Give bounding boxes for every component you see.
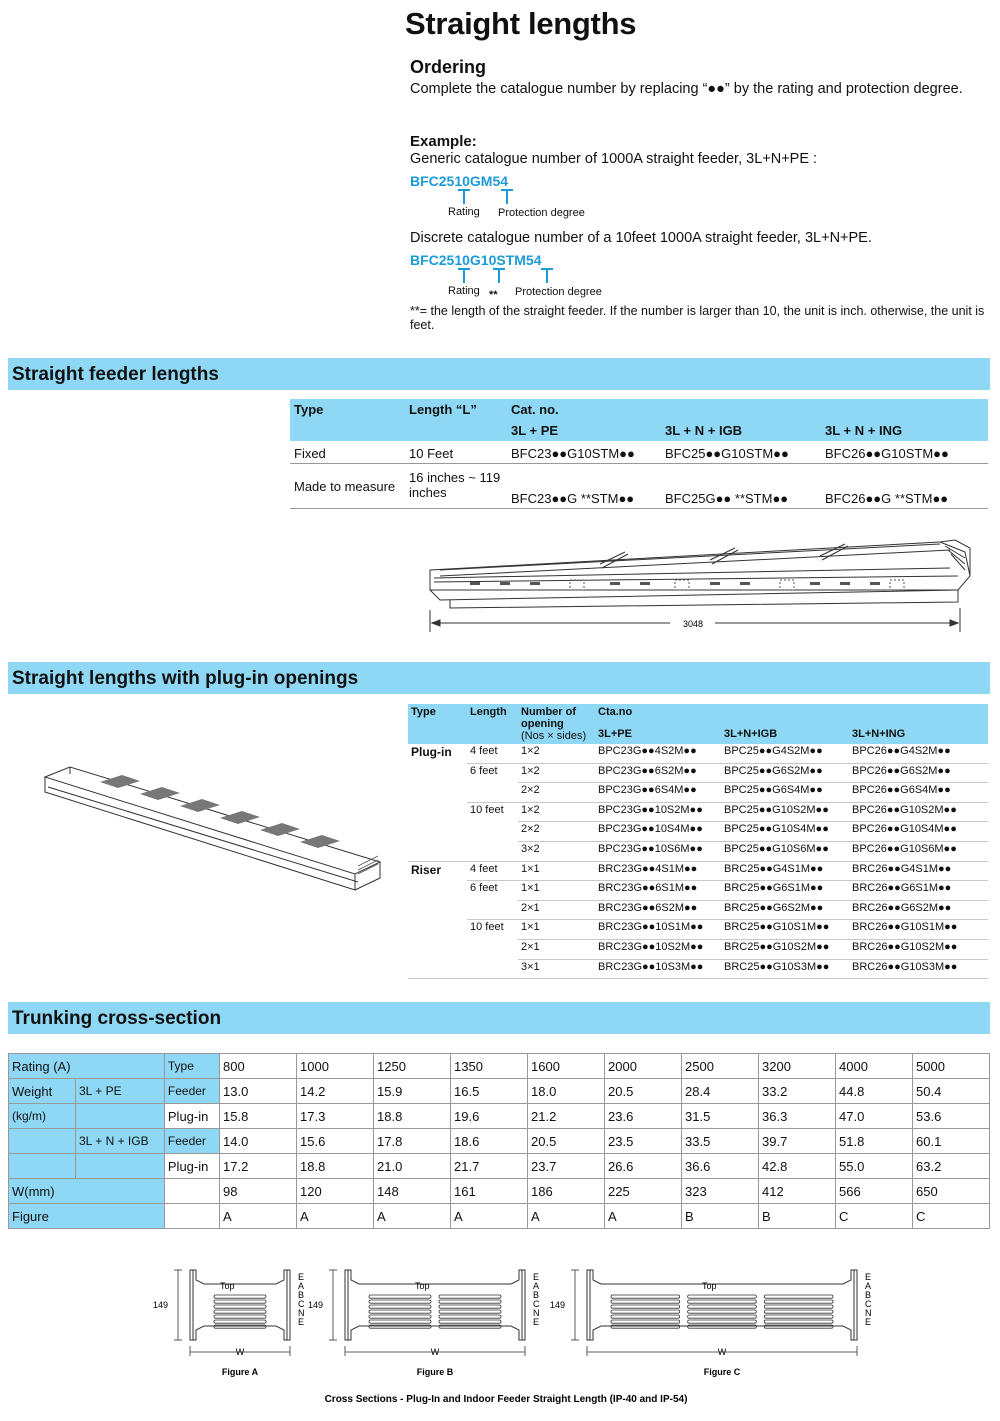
- trunk-value-cell: 17.3: [297, 1104, 374, 1129]
- trunk-value-cell: 39.7: [759, 1129, 836, 1154]
- plugin-cell-length: [467, 939, 518, 959]
- trunk-value-cell: 186: [528, 1179, 605, 1204]
- trunk-value-cell: 31.5: [682, 1104, 759, 1129]
- example2-bracket-protection-stem: [546, 268, 548, 283]
- trunk-label-cell: Plug-in: [164, 1104, 219, 1129]
- plugin-cell-c2: BPC25●●G4S2M●●: [721, 744, 849, 763]
- figure-name: Figure C: [703, 1367, 741, 1377]
- section-band-trunking: [8, 1002, 990, 1034]
- trunk-label-cell: [76, 1104, 165, 1129]
- trunking-table: [8, 1053, 990, 1229]
- trunk-value-cell: 323: [682, 1179, 759, 1204]
- plugin-cell-c1: BPC23G●●10S2M●●: [595, 802, 721, 822]
- figure-top-label: Top: [415, 1281, 430, 1291]
- trunk-value-cell: 55.0: [836, 1154, 913, 1179]
- plugin-cell-c3: BRC26●●G10S3M●●: [849, 959, 988, 979]
- example2-bracket-length-stem: [498, 268, 500, 283]
- plugin-cell-length: 4 feet: [467, 744, 518, 763]
- table-row: [408, 841, 988, 861]
- page-title: Straight lengths: [405, 6, 637, 41]
- example2-protection-label: Protection degree: [515, 286, 602, 298]
- plugin-cell-type: Riser: [411, 862, 442, 877]
- trunk-value-cell: 120: [297, 1179, 374, 1204]
- figure-side-letter: A: [298, 1281, 305, 1291]
- trunk-value-cell: 33.5: [682, 1129, 759, 1154]
- trunk-label-cell: [9, 1154, 76, 1179]
- trunk-label-cell: Type: [164, 1054, 219, 1079]
- plugin-cell-c1: BPC23G●●4S2M●●: [595, 744, 721, 763]
- trunk-value-cell: 1000: [297, 1054, 374, 1079]
- figure-width-label: W: [430, 1347, 440, 1357]
- trunk-value-cell: 47.0: [836, 1104, 913, 1129]
- feeder-cell: BFC26●●G10STM●●: [825, 446, 949, 461]
- plugin-cell-c2: BRC25●●G6S2M●●: [721, 900, 849, 920]
- example1-protection-label: Protection degree: [498, 207, 585, 219]
- trunk-label-cell: W(mm): [9, 1179, 165, 1204]
- plugin-cell-c2: BRC25●●G6S1M●●: [721, 881, 849, 901]
- feeder-cell: 16 inches ~ 119 inches: [409, 470, 501, 500]
- plugin-th-c2: 3L+N+IGB: [721, 724, 849, 744]
- trunk-value-cell: 1600: [528, 1054, 605, 1079]
- plugin-cell-c2: BRC25●●G10S1M●●: [721, 920, 849, 940]
- trunk-value-cell: 18.8: [374, 1104, 451, 1129]
- figure-side-letter: C: [865, 1299, 872, 1309]
- plugin-cell-length: 6 feet: [470, 764, 498, 777]
- trunk-label-cell: [164, 1204, 219, 1229]
- cross-section-figure-3: [550, 1270, 872, 1377]
- table-row: [9, 1129, 990, 1154]
- trunk-value-cell: 18.0: [528, 1079, 605, 1104]
- trunk-value-cell: 42.8: [759, 1154, 836, 1179]
- plugin-cell-length: [467, 959, 518, 979]
- example2-stars-label: **: [489, 289, 498, 301]
- plugin-cell-c1: BRC23G●●10S2M●●: [595, 939, 721, 959]
- table-row: [408, 920, 988, 940]
- plugin-cell-length: 10 feet: [470, 921, 504, 934]
- figure-side-letter: E: [533, 1317, 540, 1327]
- trunk-value-cell: 17.8: [374, 1129, 451, 1154]
- trunk-value-cell: 36.3: [759, 1104, 836, 1129]
- table-row: [9, 1054, 990, 1079]
- trunk-label-cell: Weight: [9, 1079, 76, 1104]
- trunk-value-cell: 2500: [682, 1054, 759, 1079]
- plugin-cell-open: 2×1: [518, 900, 595, 920]
- feeder-cell: BFC25●●G10STM●●: [665, 446, 789, 461]
- trunk-value-cell: 650: [913, 1179, 990, 1204]
- trunk-value-cell: 16.5: [451, 1079, 528, 1104]
- feeder-th-length: Length “L”: [405, 399, 507, 420]
- trunk-value-cell: 18.8: [297, 1154, 374, 1179]
- plugin-cell-open: 2×2: [518, 783, 595, 803]
- cross-section-figures: [150, 1262, 870, 1412]
- example1-code: BFC2510GM54: [410, 173, 509, 189]
- feeder-dimension: 3048: [683, 619, 704, 629]
- section-title-feeder: Straight feeder lengths: [12, 364, 219, 385]
- plugin-cell-c3: BRC26●●G6S2M●●: [849, 900, 988, 920]
- plugin-cell-open: 2×2: [518, 822, 595, 842]
- feeder-cell: Made to measure: [294, 478, 396, 494]
- figure-top-label: Top: [220, 1281, 235, 1291]
- plugin-th-c1: 3L+PE: [595, 724, 721, 744]
- section-title-trunking: Trunking cross-section: [12, 1008, 222, 1029]
- feeder-cell: 10 Feet: [409, 446, 454, 461]
- trunk-value-cell: 98: [220, 1179, 297, 1204]
- plugin-cell-c3: BRC26●●G6S1M●●: [849, 881, 988, 901]
- trunk-value-cell: 566: [836, 1179, 913, 1204]
- plugin-cell-c3: BPC26●●G10S6M●●: [849, 841, 988, 861]
- plugin-cell-c2: BPC25●●G10S4M●●: [721, 822, 849, 842]
- table-row: [408, 881, 988, 901]
- figure-top-label: Top: [702, 1281, 717, 1291]
- trunk-value-cell: A: [605, 1204, 682, 1229]
- trunk-value-cell: 23.5: [605, 1129, 682, 1154]
- plugin-cell-c1: BPC23G●●10S6M●●: [595, 841, 721, 861]
- plugin-cell-length: [467, 783, 518, 803]
- plugin-cell-c3: BPC26●●G6S4M●●: [849, 783, 988, 803]
- example1-rating-label: Rating: [448, 206, 480, 218]
- feeder-cell: BFC25G●● **STM●●: [665, 491, 789, 506]
- table-row: [408, 802, 988, 822]
- trunk-label-cell: [164, 1179, 219, 1204]
- plugin-cell-length: [467, 841, 518, 861]
- trunk-value-cell: 225: [605, 1179, 682, 1204]
- plugin-cell-type: [408, 959, 467, 979]
- plugin-cell-open: 1×1: [518, 861, 595, 881]
- figure-side-letter: B: [298, 1290, 305, 1300]
- trunk-value-cell: 51.8: [836, 1129, 913, 1154]
- cross-section-figure-1: [153, 1270, 305, 1377]
- trunk-value-cell: 161: [451, 1179, 528, 1204]
- figure-side-letter: E: [533, 1272, 540, 1282]
- figures-caption: Cross Sections - Plug-In and Indoor Feeder Straight Length (IP-40 and IP-54): [324, 1394, 688, 1405]
- trunk-value-cell: 148: [374, 1179, 451, 1204]
- plugin-cell-length: 6 feet: [470, 882, 498, 895]
- table-row: [290, 464, 988, 509]
- trunk-value-cell: 2000: [605, 1054, 682, 1079]
- figure-side-letter: B: [533, 1290, 540, 1300]
- figure-side-letter: A: [865, 1281, 872, 1291]
- trunk-value-cell: 20.5: [605, 1079, 682, 1104]
- trunk-value-cell: 1250: [374, 1054, 451, 1079]
- plugin-th-opening-label: Number of opening: [521, 706, 576, 730]
- trunk-value-cell: 20.5: [528, 1129, 605, 1154]
- trunk-value-cell: 53.6: [913, 1104, 990, 1129]
- table-row: [408, 900, 988, 920]
- table-row: [9, 1079, 990, 1104]
- plugin-th-type: Type: [408, 704, 467, 744]
- plugin-th-length: Length: [467, 704, 518, 744]
- table-row: [408, 959, 988, 979]
- trunk-value-cell: 60.1: [913, 1129, 990, 1154]
- trunk-value-cell: 1350: [451, 1054, 528, 1079]
- plugin-cell-c3: BRC26●●G10S2M●●: [849, 939, 988, 959]
- figure-height-label: 149: [153, 1300, 169, 1310]
- plugin-cell-type: [408, 920, 467, 940]
- plugin-cell-open: 2×1: [518, 939, 595, 959]
- table-row: [9, 1154, 990, 1179]
- plugin-cell-c2: BRC25●●G10S2M●●: [721, 939, 849, 959]
- section-title-plugin: Straight lengths with plug-in openings: [12, 668, 359, 689]
- trunk-value-cell: 14.2: [297, 1079, 374, 1104]
- plugin-cell-open: 1×2: [518, 763, 595, 783]
- trunk-value-cell: 21.0: [374, 1154, 451, 1179]
- figure-height-label: 149: [550, 1300, 566, 1310]
- table-row: [408, 939, 988, 959]
- table-row: [408, 763, 988, 783]
- plugin-cell-type: [408, 783, 467, 803]
- trunk-value-cell: 412: [759, 1179, 836, 1204]
- trunk-value-cell: 15.6: [297, 1129, 374, 1154]
- trunk-value-cell: 21.2: [528, 1104, 605, 1129]
- trunk-label-cell: [76, 1154, 165, 1179]
- plugin-cell-type: [408, 939, 467, 959]
- trunk-label-cell: Plug-in: [164, 1154, 219, 1179]
- trunk-value-cell: 23.7: [528, 1154, 605, 1179]
- trunk-value-cell: 50.4: [913, 1079, 990, 1104]
- feeder-th-c3: 3L + N + ING: [821, 420, 988, 441]
- example-heading: Example:: [410, 133, 477, 150]
- plugin-cell-type: [408, 881, 467, 901]
- plugin-cell-open: 1×2: [518, 802, 595, 822]
- trunk-label-cell: Feeder: [164, 1129, 219, 1154]
- plugin-cell-length: [467, 822, 518, 842]
- trunk-value-cell: 21.7: [451, 1154, 528, 1179]
- section-band-plugin: [8, 662, 990, 694]
- feeder-cell: BFC23●●G **STM●●: [511, 491, 635, 506]
- figure-width-label: W: [717, 1347, 727, 1357]
- plugin-cell-c2: BRC25●●G10S3M●●: [721, 959, 849, 979]
- figure-side-letter: B: [865, 1290, 872, 1300]
- plugin-cell-c2: BPC25●●G6S4M●●: [721, 783, 849, 803]
- ordering-heading: Ordering: [410, 57, 487, 77]
- figure-side-letter: E: [298, 1317, 305, 1327]
- table-row: [408, 783, 988, 803]
- plugin-cell-c2: BPC25●●G10S6M●●: [721, 841, 849, 861]
- plugin-cell-type: [408, 841, 467, 861]
- example2-rating-label: Rating: [448, 285, 480, 297]
- plugin-th-opening-sub: (Nos × sides): [521, 730, 587, 742]
- plugin-th-opening: [518, 704, 595, 744]
- trunk-value-cell: 3200: [759, 1054, 836, 1079]
- plugin-cell-open: 3×2: [518, 841, 595, 861]
- feeder-th-catno: Cat. no.: [507, 399, 988, 420]
- plugin-cell-type: [408, 763, 467, 783]
- example2-code: BFC2510G10STM54: [410, 252, 542, 268]
- trunk-label-cell: Feeder: [164, 1079, 219, 1104]
- trunk-value-cell: B: [682, 1204, 759, 1229]
- plugin-cell-c1: BPC23G●●10S4M●●: [595, 822, 721, 842]
- plugin-cell-c1: BPC23G●●6S2M●●: [595, 763, 721, 783]
- table-row: [9, 1179, 990, 1204]
- trunk-value-cell: 28.4: [682, 1079, 759, 1104]
- table-row: [408, 744, 988, 763]
- figure-name: Figure A: [221, 1367, 259, 1377]
- plugin-cell-c2: BPC25●●G6S2M●●: [721, 763, 849, 783]
- plugin-cell-c3: BRC26●●G4S1M●●: [849, 861, 988, 881]
- trunk-value-cell: 17.2: [220, 1154, 297, 1179]
- feeder-th-type: Type: [290, 399, 405, 420]
- trunk-value-cell: 800: [220, 1054, 297, 1079]
- trunk-value-cell: A: [374, 1204, 451, 1229]
- trunk-value-cell: 14.0: [220, 1129, 297, 1154]
- trunk-value-cell: 18.6: [451, 1129, 528, 1154]
- plugin-cell-length: [467, 900, 518, 920]
- trunk-label-cell: (kg/m): [9, 1104, 76, 1129]
- plugin-cell-open: 1×2: [518, 744, 595, 763]
- plugin-drawing: [40, 762, 385, 897]
- plugin-cell-open: 1×1: [518, 920, 595, 940]
- feeder-cell: Fixed: [294, 446, 326, 461]
- table-row: [408, 861, 988, 881]
- feeder-th-c1: 3L + PE: [507, 420, 661, 441]
- trunk-value-cell: 44.8: [836, 1079, 913, 1104]
- figure-side-letter: N: [533, 1308, 540, 1318]
- figure-height-label: 149: [308, 1300, 324, 1310]
- plugin-cell-type: Plug-in: [411, 745, 452, 759]
- table-row: [408, 822, 988, 842]
- plugin-cell-open: 3×1: [518, 959, 595, 979]
- trunk-value-cell: 19.6: [451, 1104, 528, 1129]
- figure-side-letter: C: [298, 1299, 305, 1309]
- trunk-label-cell: 3L + N + IGB: [76, 1129, 165, 1154]
- example1-text: Generic catalogue number of 1000A straight feeder, 3L+N+PE :: [410, 151, 818, 167]
- ordering-intro: Complete the catalogue number by replacing “●●” by the rating and protection degree.: [410, 81, 963, 97]
- example1-bracket-rating-stem: [463, 189, 465, 204]
- plugin-cell-c3: BRC26●●G10S1M●●: [849, 920, 988, 940]
- figure-side-letter: E: [298, 1272, 305, 1282]
- cross-section-figure-2: [308, 1270, 540, 1377]
- plugin-cell-length: 10 feet: [470, 803, 504, 816]
- trunk-value-cell: 15.9: [374, 1079, 451, 1104]
- plugin-th-catno: Cta.no: [595, 704, 988, 724]
- trunk-label-cell: Figure: [9, 1204, 165, 1229]
- table-row: [9, 1204, 990, 1229]
- feeder-drawing: [410, 528, 990, 638]
- figure-side-letter: E: [865, 1317, 872, 1327]
- figure-side-letter: N: [865, 1308, 872, 1318]
- plugin-cell-c1: BRC23G●●6S2M●●: [595, 900, 721, 920]
- trunk-value-cell: 13.0: [220, 1079, 297, 1104]
- plugin-cell-type: [408, 822, 467, 842]
- plugin-cell-length: 4 feet: [467, 861, 518, 881]
- feeder-th-c2: 3L + N + IGB: [661, 420, 821, 441]
- figure-side-letter: N: [298, 1308, 305, 1318]
- plugin-cell-c1: BRC23G●●4S1M●●: [595, 861, 721, 881]
- example2-text: Discrete catalogue number of a 10feet 1000A straight feeder, 3L+N+PE.: [410, 230, 872, 246]
- plugin-cell-open: 1×1: [518, 881, 595, 901]
- feeder-cell: BFC23●●G10STM●●: [511, 446, 635, 461]
- trunk-value-cell: 15.8: [220, 1104, 297, 1129]
- trunk-value-cell: B: [759, 1204, 836, 1229]
- trunk-value-cell: 26.6: [605, 1154, 682, 1179]
- trunk-value-cell: A: [220, 1204, 297, 1229]
- plugin-cell-c2: BRC25●●G4S1M●●: [721, 861, 849, 881]
- plugin-cell-c3: BPC26●●G10S2M●●: [849, 802, 988, 822]
- trunk-value-cell: C: [836, 1204, 913, 1229]
- plugin-cell-c1: BRC23G●●10S3M●●: [595, 959, 721, 979]
- plugin-cell-c1: BRC23G●●10S1M●●: [595, 920, 721, 940]
- figure-side-letter: C: [533, 1299, 540, 1309]
- trunk-value-cell: 63.2: [913, 1154, 990, 1179]
- plugin-cell-c3: BPC26●●G4S2M●●: [849, 744, 988, 763]
- feeder-cell: BFC26●●G **STM●●: [825, 491, 949, 506]
- example2-bracket-rating-stem: [463, 268, 465, 283]
- plugin-cell-c1: BRC23G●●6S1M●●: [595, 881, 721, 901]
- plugin-cell-c3: BPC26●●G10S4M●●: [849, 822, 988, 842]
- figure-side-letter: E: [865, 1272, 872, 1282]
- trunk-label-cell: [9, 1129, 76, 1154]
- ordering-note: **= the length of the straight feeder. If the number is larger than 10, the unit is inch. otherwise, the unit is feet.: [410, 304, 985, 332]
- plugin-cell-type: [408, 900, 467, 920]
- plugin-cell-type: [408, 802, 467, 822]
- trunk-value-cell: 36.6: [682, 1154, 759, 1179]
- figure-side-letter: A: [533, 1281, 540, 1291]
- trunk-label-cell: 3L + PE: [76, 1079, 165, 1104]
- example1-bracket-protection-stem: [506, 189, 508, 204]
- plugin-cell-c1: BPC23G●●6S4M●●: [595, 783, 721, 803]
- section-band-feeder: [8, 358, 990, 390]
- figure-width-label: W: [235, 1347, 245, 1357]
- trunk-value-cell: 23.6: [605, 1104, 682, 1129]
- plugin-th-c3: 3L+N+ING: [849, 724, 988, 744]
- trunk-value-cell: A: [451, 1204, 528, 1229]
- table-row: [290, 441, 988, 464]
- feeder-table: [290, 399, 988, 509]
- plugin-cell-c2: BPC25●●G10S2M●●: [721, 802, 849, 822]
- trunk-value-cell: 4000: [836, 1054, 913, 1079]
- plugin-cell-c3: BPC26●●G6S2M●●: [849, 763, 988, 783]
- figure-name: Figure B: [416, 1367, 454, 1377]
- trunk-label-cell: Rating (A): [9, 1054, 165, 1079]
- plugin-table: [408, 704, 988, 979]
- trunk-value-cell: C: [913, 1204, 990, 1229]
- trunk-value-cell: 5000: [913, 1054, 990, 1079]
- trunk-value-cell: A: [297, 1204, 374, 1229]
- table-row: [9, 1104, 990, 1129]
- trunk-value-cell: A: [528, 1204, 605, 1229]
- trunk-value-cell: 33.2: [759, 1079, 836, 1104]
